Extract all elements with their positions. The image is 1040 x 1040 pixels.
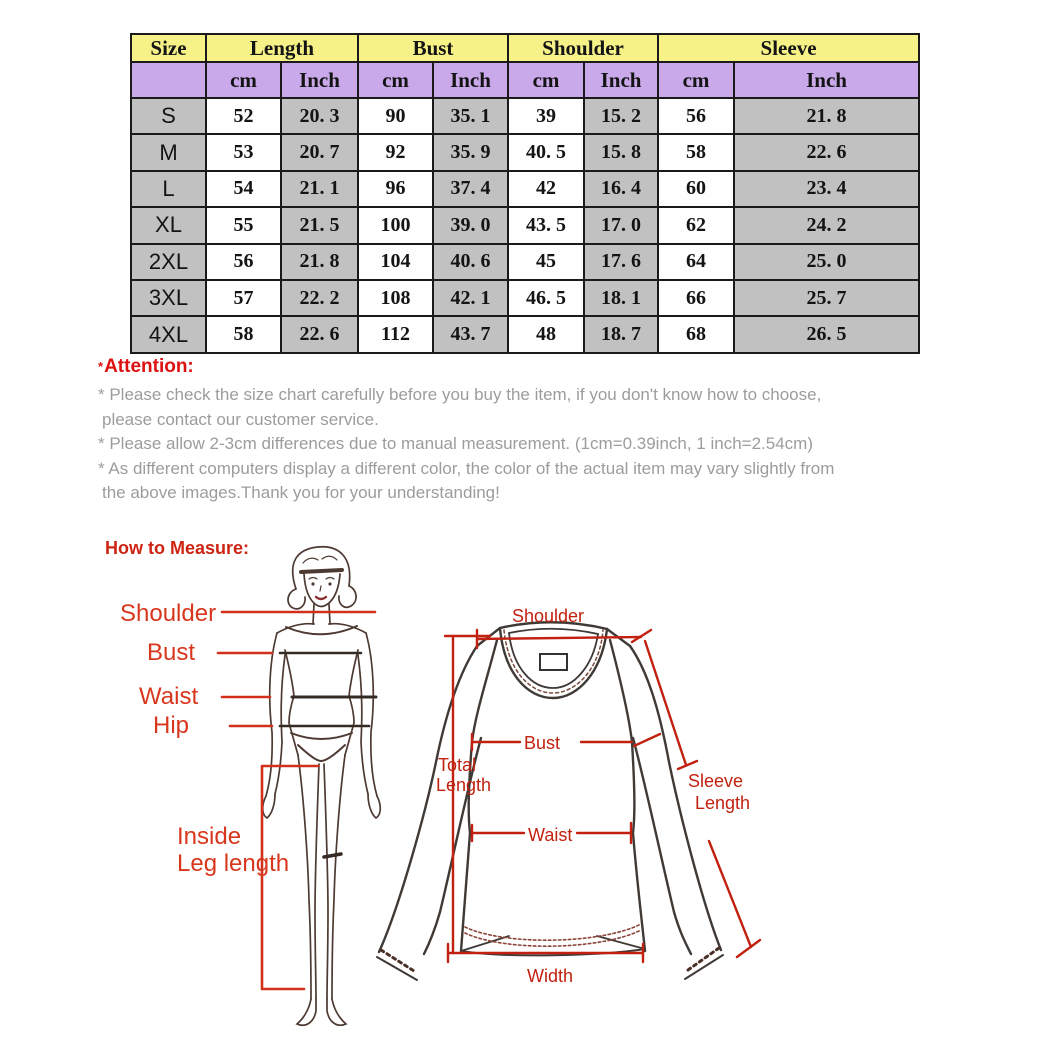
woman-figure-labels [120, 600, 289, 877]
col-header-shoulder: Shoulder [508, 34, 658, 62]
value-cell: 39 [508, 98, 584, 134]
shirt-label-shoulder: Shoulder [512, 606, 585, 626]
unit-header-cm: cm [206, 62, 281, 98]
shirt-tag [540, 654, 567, 670]
table-row [131, 98, 919, 134]
unit-header-inch: Inch [734, 62, 919, 98]
value-cell: 62 [658, 207, 734, 243]
unit-header-cm: cm [658, 62, 734, 98]
attention-note-line: * Please allow 2-3cm differences due to manual measurement. (1cm=0.39inch, 1 inch=2.54cm) [98, 434, 814, 453]
value-cell: 68 [658, 316, 734, 352]
value-cell: 40. 6 [433, 244, 508, 280]
measure-diagrams [0, 520, 1040, 1040]
value-cell: 92 [358, 134, 433, 170]
value-cell: 56 [658, 98, 734, 134]
value-cell: 25. 7 [734, 280, 919, 316]
value-cell: 112 [358, 316, 433, 352]
value-cell: 58 [206, 316, 281, 352]
value-cell: 22. 2 [281, 280, 358, 316]
table-row [131, 244, 919, 280]
value-cell: 54 [206, 171, 281, 207]
unit-header-empty [131, 62, 206, 98]
value-cell: 22. 6 [281, 316, 358, 352]
label-shoulder: Shoulder [120, 600, 217, 627]
size-cell: XL [131, 207, 206, 243]
value-cell: 21. 8 [281, 244, 358, 280]
col-header-sleeve: Sleeve [658, 34, 919, 62]
label-inside-leg-2: Leg length [177, 850, 290, 877]
value-cell: 20. 3 [281, 98, 358, 134]
value-cell: 64 [658, 244, 734, 280]
unit-header-cm: cm [508, 62, 584, 98]
value-cell: 104 [358, 244, 433, 280]
value-cell: 90 [358, 98, 433, 134]
value-cell: 35. 1 [433, 98, 508, 134]
value-cell: 22. 6 [734, 134, 919, 170]
table-row [131, 316, 919, 352]
value-cell: 48 [508, 316, 584, 352]
value-cell: 25. 0 [734, 244, 919, 280]
size-cell: 4XL [131, 316, 206, 352]
value-cell: 66 [658, 280, 734, 316]
value-cell: 40. 5 [508, 134, 584, 170]
value-cell: 20. 7 [281, 134, 358, 170]
unit-header-inch: Inch [433, 62, 508, 98]
shirt-label-width: Width [527, 966, 574, 986]
attention-notes [98, 383, 928, 506]
value-cell: 16. 4 [584, 171, 658, 207]
shirt-label-waist: Waist [528, 825, 573, 845]
size-cell: L [131, 171, 206, 207]
table-header-row [131, 34, 919, 62]
value-cell: 100 [358, 207, 433, 243]
value-cell: 21. 5 [281, 207, 358, 243]
value-cell: 39. 0 [433, 207, 508, 243]
size-cell: 3XL [131, 280, 206, 316]
value-cell: 55 [206, 207, 281, 243]
value-cell: 21. 1 [281, 171, 358, 207]
unit-header-inch: Inch [584, 62, 658, 98]
value-cell: 46. 5 [508, 280, 584, 316]
value-cell: 56 [206, 244, 281, 280]
value-cell: 35. 9 [433, 134, 508, 170]
value-cell: 24. 2 [734, 207, 919, 243]
value-cell: 58 [658, 134, 734, 170]
attention-note-line: * Please check the size chart carefully before you buy the item, if you don't know how to choose, [98, 385, 822, 404]
shirt-label-sleeve-2: Length [695, 793, 751, 813]
label-waist: Waist [139, 683, 199, 710]
value-cell: 43. 5 [508, 207, 584, 243]
value-cell: 37. 4 [433, 171, 508, 207]
attention-note-line: the above images.Thank you for your understanding! [102, 483, 500, 502]
size-cell: S [131, 98, 206, 134]
size-chart-table [130, 33, 920, 354]
shirt-label-bust: Bust [524, 733, 561, 753]
value-cell: 26. 5 [734, 316, 919, 352]
size-table-body [131, 98, 919, 353]
table-row [131, 171, 919, 207]
value-cell: 57 [206, 280, 281, 316]
col-header-length: Length [206, 34, 358, 62]
attention-note-line: * As different computers display a different color, the color of the actual item may vary slightly from [98, 458, 835, 478]
size-cell: M [131, 134, 206, 170]
value-cell: 96 [358, 171, 433, 207]
value-cell: 42 [508, 171, 584, 207]
unit-header-cm: cm [358, 62, 433, 98]
value-cell: 60 [658, 171, 734, 207]
shirt-label-sleeve-1: Sleeve [688, 771, 744, 791]
attention-note-line: please contact our customer service. [102, 409, 379, 429]
shirt-figure [377, 622, 723, 980]
value-cell: 17. 0 [584, 207, 658, 243]
shirt-label-total-2: Length [436, 775, 492, 795]
value-cell: 43. 7 [433, 316, 508, 352]
value-cell: 17. 6 [584, 244, 658, 280]
shirt-label-total-1: Total [438, 755, 477, 775]
sleeve-length-line-upper [645, 641, 697, 769]
label-inside-leg-1: Inside [177, 823, 242, 850]
attention-star: * [98, 359, 104, 374]
value-cell: 45 [508, 244, 584, 280]
measure-heading: How to Measure: [105, 538, 250, 558]
size-cell: 2XL [131, 244, 206, 280]
shirt-labels [436, 606, 750, 986]
attention-section [98, 356, 928, 506]
attention-heading-text: Attention: [104, 356, 194, 377]
value-cell: 23. 4 [734, 171, 919, 207]
col-header-bust: Bust [358, 34, 508, 62]
woman-red-annotations [218, 612, 375, 989]
value-cell: 15. 8 [584, 134, 658, 170]
inside-leg-bracket [262, 766, 318, 989]
value-cell: 18. 7 [584, 316, 658, 352]
value-cell: 21. 8 [734, 98, 919, 134]
table-row [131, 134, 919, 170]
value-cell: 18. 1 [584, 280, 658, 316]
value-cell: 53 [206, 134, 281, 170]
table-row [131, 207, 919, 243]
table-row [131, 280, 919, 316]
col-header-size: Size [131, 34, 206, 62]
woman-figure [263, 547, 381, 1025]
value-cell: 42. 1 [433, 280, 508, 316]
value-cell: 52 [206, 98, 281, 134]
label-bust: Bust [147, 639, 196, 666]
value-cell: 108 [358, 280, 433, 316]
label-hip: Hip [153, 712, 190, 739]
value-cell: 15. 2 [584, 98, 658, 134]
unit-header-inch: Inch [281, 62, 358, 98]
attention-heading [98, 356, 928, 378]
table-subheader-row [131, 62, 919, 98]
